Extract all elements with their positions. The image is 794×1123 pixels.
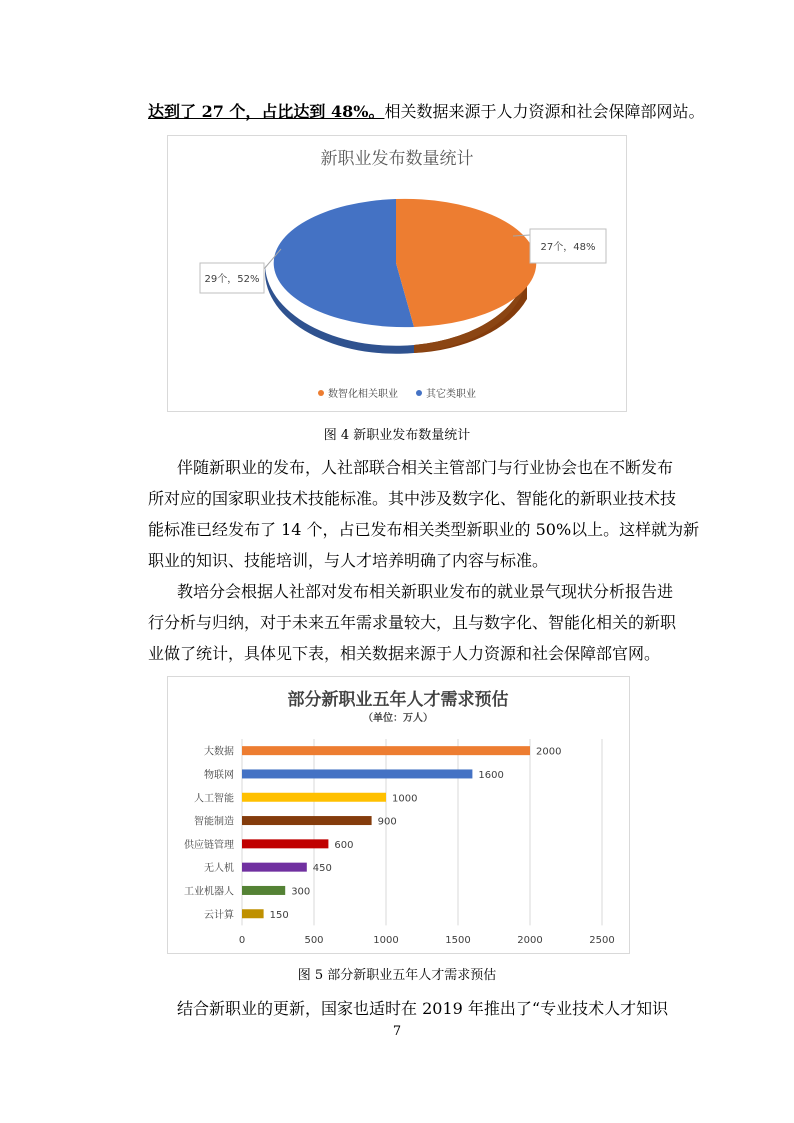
- pie-label-digital: 27个，48%: [540, 242, 596, 253]
- bar-value-label: 1000: [392, 793, 418, 805]
- bar-value-label: 900: [377, 816, 397, 828]
- bar: [242, 863, 307, 872]
- paragraph-1-line-4: 职业的知识、技能培训，与人才培养明确了内容与标准。: [148, 551, 549, 570]
- bar-value-label: 300: [291, 886, 311, 898]
- x-tick-label: 2000: [517, 935, 543, 946]
- pie-label-other: 29个，52%: [204, 274, 260, 285]
- bar-chart-figure: [167, 676, 630, 954]
- category-label: 无人机: [204, 863, 234, 875]
- legend-label-digital: 数智化相关职业: [328, 389, 398, 400]
- bar-x-ticks: [239, 935, 615, 946]
- x-tick-label: 2500: [589, 935, 615, 946]
- pie-chart-figure: [167, 135, 627, 412]
- intro-line: [148, 102, 704, 122]
- bar-value-label: 600: [334, 839, 354, 851]
- x-tick-label: 1000: [373, 935, 399, 946]
- intro-highlight: 达到了 27 个，占比达到 48%。: [148, 102, 385, 121]
- pie-title: 新职业发布数量统计: [320, 149, 474, 169]
- paragraph-2-line-3: 业做了统计，具体见下表，相关数据来源于人力资源和社会保障部官网。: [148, 644, 661, 663]
- bar-subtitle: （单位：万人）: [363, 713, 433, 724]
- category-label: 物联网: [204, 769, 234, 781]
- figure-5-caption: 图 5 部分新职业五年人才需求预估: [297, 968, 497, 983]
- paragraph-1-line-2: 所对应的国家职业技术技能标准。其中涉及数字化、智能化的新职业技术技: [148, 489, 677, 508]
- paragraph-2-line-1: 教培分会根据人社部对发布相关新职业发布的就业景气现状分析报告进: [177, 582, 674, 601]
- legend-marker-other: [416, 390, 422, 396]
- paragraph-3: 结合新职业的更新，国家也适时在 2019 年推出了“专业技术人才知识: [177, 999, 669, 1018]
- bar-chart: [168, 677, 629, 953]
- intro-source: 相关数据来源于人力资源和社会保障部网站。: [384, 102, 705, 121]
- category-label: 大数据: [204, 746, 234, 758]
- x-tick-label: 0: [238, 935, 246, 946]
- category-label: 供应链管理: [184, 839, 234, 851]
- bar-value-label: 2000: [536, 746, 562, 758]
- category-label: 智能制造: [194, 816, 234, 828]
- bar-value-label: 1600: [478, 769, 504, 781]
- figure-4-caption: 图 4 新职业发布数量统计: [323, 428, 471, 443]
- bar: [242, 769, 472, 778]
- paragraph-2-line-2: 行分析与归纳，对于未来五年需求量较大，且与数字化、智能化相关的新职: [148, 613, 677, 632]
- x-tick-label: 1500: [445, 935, 471, 946]
- bar: [242, 816, 372, 825]
- bar-marks: [184, 745, 561, 921]
- category-label: 云计算: [204, 909, 234, 921]
- bar-title: 部分新职业五年人才需求预估: [287, 690, 509, 710]
- paragraph-1-line-3: 能标准已经发布了 14 个，占已发布相关类型新职业的 50%以上。这样就为新: [148, 520, 700, 539]
- bar: [242, 839, 328, 848]
- category-label: 工业机器人: [184, 886, 234, 898]
- bar-value-label: 150: [269, 909, 289, 921]
- bar: [242, 909, 264, 918]
- paragraph-1-line-1: 伴随新职业的发布，人社部联合相关主管部门与行业协会也在不断发布: [177, 458, 674, 477]
- page-number: 7: [392, 1024, 402, 1039]
- legend-marker-digital: [318, 390, 324, 396]
- category-label: 人工智能: [194, 793, 234, 805]
- pie-slice-other: [274, 199, 414, 327]
- legend-label-other: 其它类职业: [426, 389, 476, 400]
- bar-value-label: 450: [312, 863, 332, 875]
- bar: [242, 793, 386, 802]
- x-tick-label: 500: [304, 935, 324, 946]
- bar: [242, 886, 285, 895]
- bar: [242, 746, 530, 755]
- pie-chart: [168, 136, 626, 411]
